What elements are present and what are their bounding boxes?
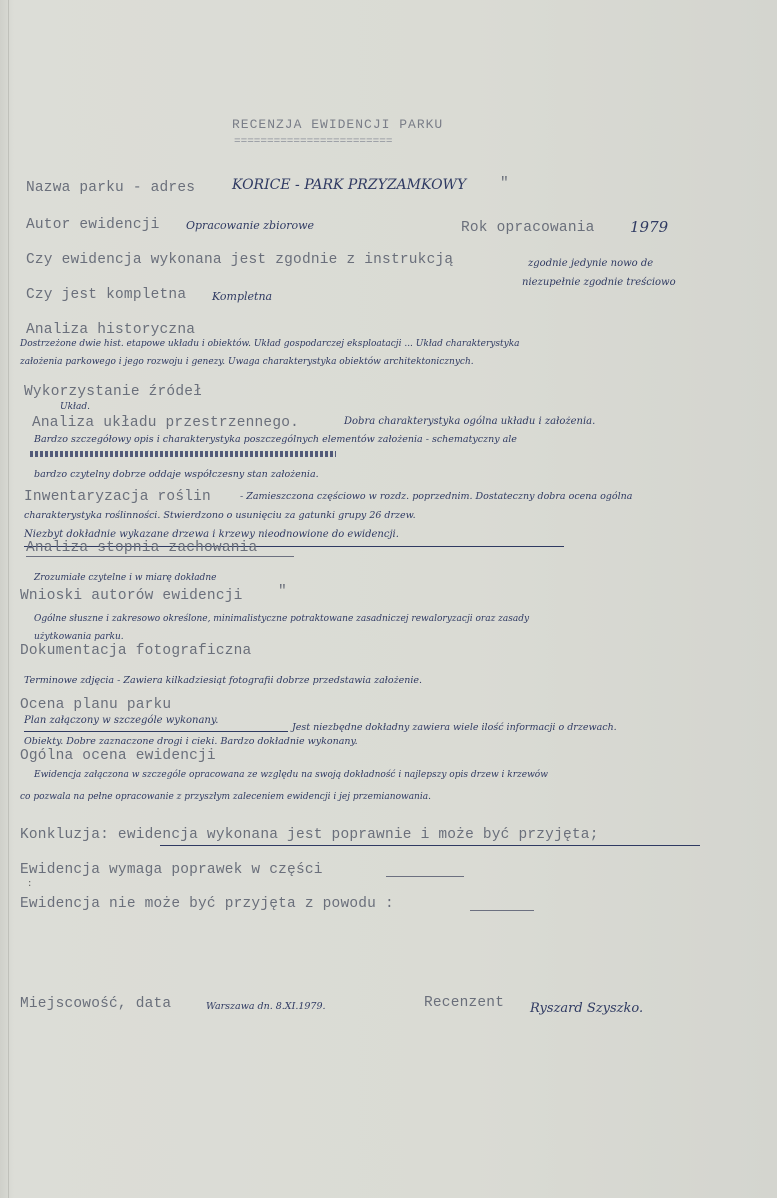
historical-line2: założenia parkowego i jego rozwoju i genezy. Uwaga charakterystyka obiektów architektonicznych. [20,357,474,367]
conclusions-line1: Ogólne słuszne i zakresowo określone, minimalistyczne potraktowane zasadniczej rewaloryzacji oraz zasady [34,614,530,624]
year-label: Rok opracowania [461,220,595,236]
year-value: 1979 [630,218,669,236]
conclusion-accepted: Konkluzja: ewidencja wykonana jest poprawnie i może być przyjęta; [20,827,599,843]
sources-label: Wykorzystanie źródeł [24,384,203,400]
photo-label: Dokumentacja fotograficzna [20,643,252,659]
title-underline: ======================== [234,136,393,148]
historical-line1: Dostrzeżone dwie hist. etapowe układu i obiektów. Układ gospodarczej eksploatacji ... Układ charakterystyka [20,339,520,349]
sources-value: Układ. [60,402,90,412]
plan-line3: Obiekty. Dobre zaznaczone drogi i cieki. Bardzo dokładnie wykonany. [24,736,358,747]
preservation-value: Zrozumiałe czytelne i w miarę dokładne [34,573,217,583]
overall-line1: Ewidencja załączona w szczególe opracowana ze względu na swoją dokładność i najlepszy opis drzew i krzewów [34,770,548,780]
preservation-label: Analiza stopnia zachowania [26,540,258,556]
historical-label: Analiza historyczna [26,322,196,338]
plants-line3: Niezbyt dokładnie wykazane drzewa i krzewy nieodnowione do ewidencji. [24,529,399,540]
park-name-quote: " [500,176,509,192]
conclusions-line2: użytkowania parku. [34,632,124,642]
place-date-label: Miejscowość, data [20,996,172,1012]
preservation-underline [26,556,294,557]
conclusion-corrections: Ewidencja wymaga poprawek w części [20,862,323,878]
instruction-value-line1: zgodnie jedynie nowo de [528,258,654,269]
overall-line2: co pozwala na pełne opracowanie z przyszłym zaleceniem ewidencji i jej przemianowania. [20,792,431,802]
place-date-value: Warszawa dn. 8.XI.1979. [206,1001,326,1012]
pencil-mark: : [28,878,32,889]
park-name-value: KORICE - PARK PRZYZAMKOWY [232,177,467,193]
plan-line2: Jest niezbędne dokładny zawiera wiele ilość informacji o drzewach. [292,722,617,733]
plants-label: Inwentaryzacja roślin [24,489,211,505]
spatial-line1: Dobra charakterystyka ogólna układu i założenia. [344,416,596,427]
conclusion-rejected-line [470,910,534,911]
conclusion-rejected: Ewidencja nie może być przyjęta z powodu : [20,896,394,912]
complete-value: Kompletna [212,290,273,303]
spatial-label: Analiza układu przestrzennego. [32,415,300,431]
reviewer-label: Recenzent [424,995,505,1011]
plants-line1: - Zamieszczona częściowo w rozdz. poprzednim. Dostateczny dobra ocena ogólna [240,491,633,502]
conclusion-accepted-underline [160,845,700,846]
document-title: RECENZJA EWIDENCJI PARKU [232,117,444,132]
complete-label: Czy jest kompletna [26,287,187,303]
spatial-line4: bardzo czytelny dobrze oddaje współczesny stan założenia. [34,469,319,480]
crossed-out-line [30,451,336,457]
plan-underline [24,731,288,732]
author-label: Autor ewidencji [26,217,160,233]
park-name-label: Nazwa parku - adres [26,180,196,196]
spatial-line2: Bardzo szczegółowy opis i charakterystyka poszczególnych elementów założenia - schematyczny ale [34,434,517,445]
photo-value: Terminowe zdjęcia - Zawiera kilkadziesiąt fotografii dobrze przedstawia założenie. [24,675,423,686]
plants-line2: charakterystyka roślinności. Stwierdzono o usunięciu za gatunki grupy 26 drzew. [24,510,416,521]
author-value: Opracowanie zbiorowe [186,219,315,232]
paper-edge [8,0,9,1198]
overall-label: Ogólna ocena ewidencji [20,748,216,764]
conclusions-label: Wnioski autorów ewidencji [20,588,243,604]
plan-label: Ocena planu parku [20,697,172,713]
plan-line1: Plan załączony w szczególe wykonany. [24,715,219,726]
instruction-label: Czy ewidencja wykonana jest zgodnie z instrukcją [26,252,454,268]
reviewer-signature: Ryszard Szyszko. [530,1001,644,1016]
instruction-value-line2: niezupełnie zgodnie treściowo [522,277,676,288]
conclusions-quote: " [278,584,287,600]
conclusion-corrections-line [386,876,464,877]
